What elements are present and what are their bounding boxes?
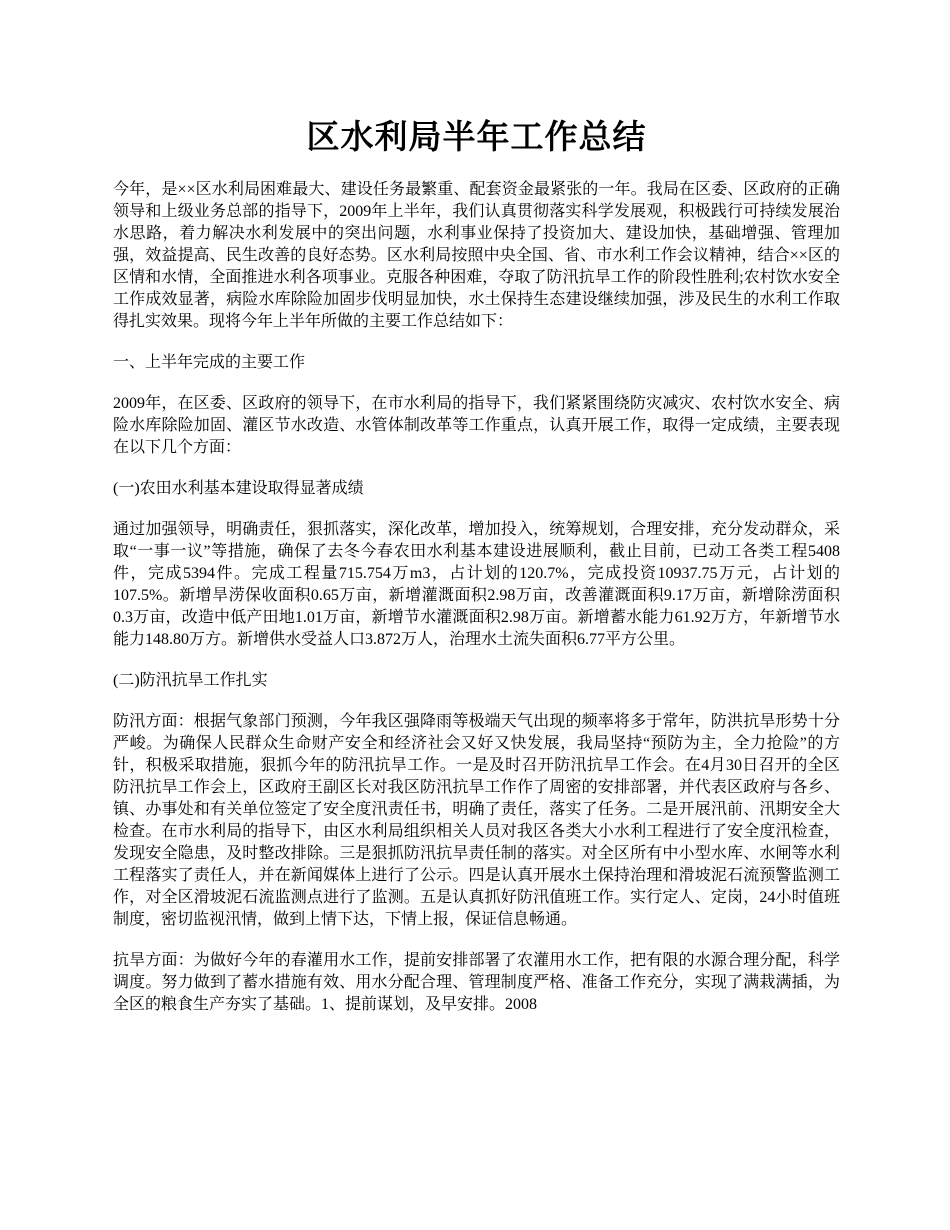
drought-relief-paragraph: 抗旱方面：为做好今年的春灌用水工作，提前安排部署了农灌用水工作，把有限的水源合理分配，科学调度。努力做到了蓄水措施有效、用水分配合理、管理制度严格、准备工作充分，实现了满栽满插，为全区的粮食生产夯实了基础。1、提前谋划，及早安排。2008 (113, 952, 840, 1013)
document-title: 区水利局半年工作总结 (306, 120, 647, 156)
subheading-farmland-irrigation: (一)农田水利基本建设取得显著成绩 (113, 480, 364, 497)
intro-paragraph: 今年，是××区水利局困难最大、建设任务最繁重、配套资金最紧张的一年。我局在区委、区政府的正确领导和上级业务总部的指导下，2009年上半年，我们认真贯彻落实科学发展观，积极践行可持续发展治水思路，着力解决水利发展中的突出问题，水利事业保持了投资加大、建设加快，基础增强、管理加强，效益提高、民生改善的良好态势。区水利局按照中央全国、省、市水利工作会议精神，结合××区的区情和水情，全面推进水利各项事业。克服各种困难，夺取了防汛抗旱工作的阶段性胜利;农村饮水安全工作成效显著，病险水库除险加固步伐明显加快，水土保持生态建设继续加强，涉及民生的水利工作取得扎实效果。现将今年上半年所做的主要工作总结如下： (113, 181, 840, 330)
document-page (113, 0, 840, 1016)
section-heading-main-work: 一、上半年完成的主要工作 (113, 354, 306, 371)
subheading-flood-drought: (二)防汛抗旱工作扎实 (113, 672, 268, 689)
section-intro-paragraph: 2009年，在区委、区政府的领导下，在市水利局的指导下，我们紧紧围绕防灾减灾、农村饮水安全、病险水库除险加固、灌区节水改造、水管体制改革等工作重点，认真开展工作，取得一定成绩，主要表现在以下几个方面： (113, 395, 840, 456)
farmland-irrigation-paragraph: 通过加强领导，明确责任，狠抓落实，深化改革，增加投入，统筹规划，合理安排，充分发动群众，采取“一事一议”等措施，确保了去冬今春农田水利基本建设进展顺利，截止目前，已动工各类工程5408件，完成5394件。完成工程量715.754万m3，占计划的120.7%，完成投资10937.75万元，占计划的107.5%。新增旱涝保收面积0.65万亩，新增灌溉面积2.98万亩，改善灌溉面积9.17万亩，新增除涝面积0.3万亩，改造中低产田地1.01万亩，新增节水灌溉面积2.98万亩。新增蓄水能力61.92万方，年新增节水能力148.80万方。新增供水受益人口3.872万人，治理水土流失面积6.77平方公里。 (113, 521, 840, 648)
flood-control-paragraph: 防汛方面：根据气象部门预测，今年我区强降雨等极端天气出现的频率将多于常年，防洪抗旱形势十分严峻。为确保人民群众生命财产安全和经济社会又好又快发展，我局坚持“预防为主，全力抢险”的方针，积极采取措施，狠抓今年的防汛抗旱工作。一是及时召开防汛抗旱工作会。在4月30日召开的全区防汛抗旱工作会上，区政府王副区长对我区防汛抗旱工作作了周密的安排部署，并代表区政府与各乡、镇、办事处和有关单位签定了安全度汛责任书，明确了责任，落实了任务。二是开展汛前、汛期安全大检查。在市水利局的指导下，由区水利局组织相关人员对我区各类大小水利工程进行了安全度汛检查，发现安全隐患，及时整改排除。三是狠抓防汛抗旱责任制的落实。对全区所有中小型水库、水闸等水利工程落实了责任人，并在新闻媒体上进行了公示。四是认真开展水土保持治理和滑坡泥石流预警监测工作，对全区滑坡泥石流监测点进行了监测。五是认真抓好防汛值班工作。实行定人、定岗，24小时值班制度，密切监视汛情，做到上情下达，下情上报，保证信息畅通。 (113, 713, 840, 928)
